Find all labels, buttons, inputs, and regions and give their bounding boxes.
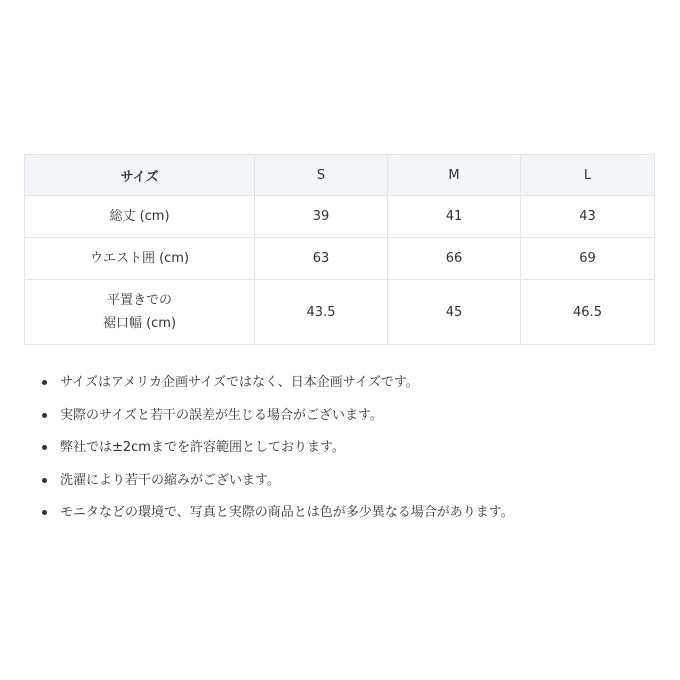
table-row-total-length xyxy=(25,196,655,238)
row-label-hem-width-line2: 裾口幅 (cm) xyxy=(102,316,177,331)
cell-total-length-l: 43 xyxy=(521,196,655,238)
size-header-m: M xyxy=(388,155,521,196)
table-row-hem-width xyxy=(25,280,655,345)
row-label-total-length: 総丈 (cm) xyxy=(25,196,255,238)
cell-hem-width-s: 43.5 xyxy=(255,280,388,345)
size-header-l: L xyxy=(521,155,655,196)
note-text: 洗濯により若干の縮みがございます。 xyxy=(60,472,280,488)
bullet-icon xyxy=(42,478,47,483)
bullet-icon xyxy=(42,413,47,418)
table-row-waist xyxy=(25,238,655,280)
cell-hem-width-l: 46.5 xyxy=(521,280,655,345)
list-item xyxy=(42,435,514,468)
size-header-label: サイズ xyxy=(25,155,255,196)
cell-waist-s: 63 xyxy=(255,238,388,280)
note-text: 弊社では±2cmまでを許容範囲としております。 xyxy=(60,440,345,455)
list-item xyxy=(42,403,514,436)
size-table xyxy=(24,154,655,345)
cell-total-length-m: 41 xyxy=(388,196,521,238)
list-item xyxy=(42,500,514,533)
row-label-hem-width xyxy=(25,280,255,345)
row-label-waist: ウエスト囲 (cm) xyxy=(25,238,255,280)
list-item xyxy=(42,468,514,501)
size-header-s: S xyxy=(255,155,388,196)
size-notes-list xyxy=(42,370,514,533)
list-item xyxy=(42,370,514,403)
cell-waist-m: 66 xyxy=(388,238,521,280)
note-text: モニタなどの環境で、写真と実際の商品とは色が多少異なる場合があります。 xyxy=(60,505,514,520)
bullet-icon xyxy=(42,510,47,515)
row-label-hem-width-line1: 平置きでの xyxy=(106,293,172,308)
size-table-header-row xyxy=(25,155,655,196)
note-text: サイズはアメリカ企画サイズではなく、日本企画サイズです。 xyxy=(60,375,419,390)
bullet-icon xyxy=(42,380,47,385)
bullet-icon xyxy=(42,445,47,450)
note-text: 実際のサイズと若干の誤差が生じる場合がございます。 xyxy=(60,407,383,423)
cell-waist-l: 69 xyxy=(521,238,655,280)
cell-total-length-s: 39 xyxy=(255,196,388,238)
cell-hem-width-m: 45 xyxy=(388,280,521,345)
